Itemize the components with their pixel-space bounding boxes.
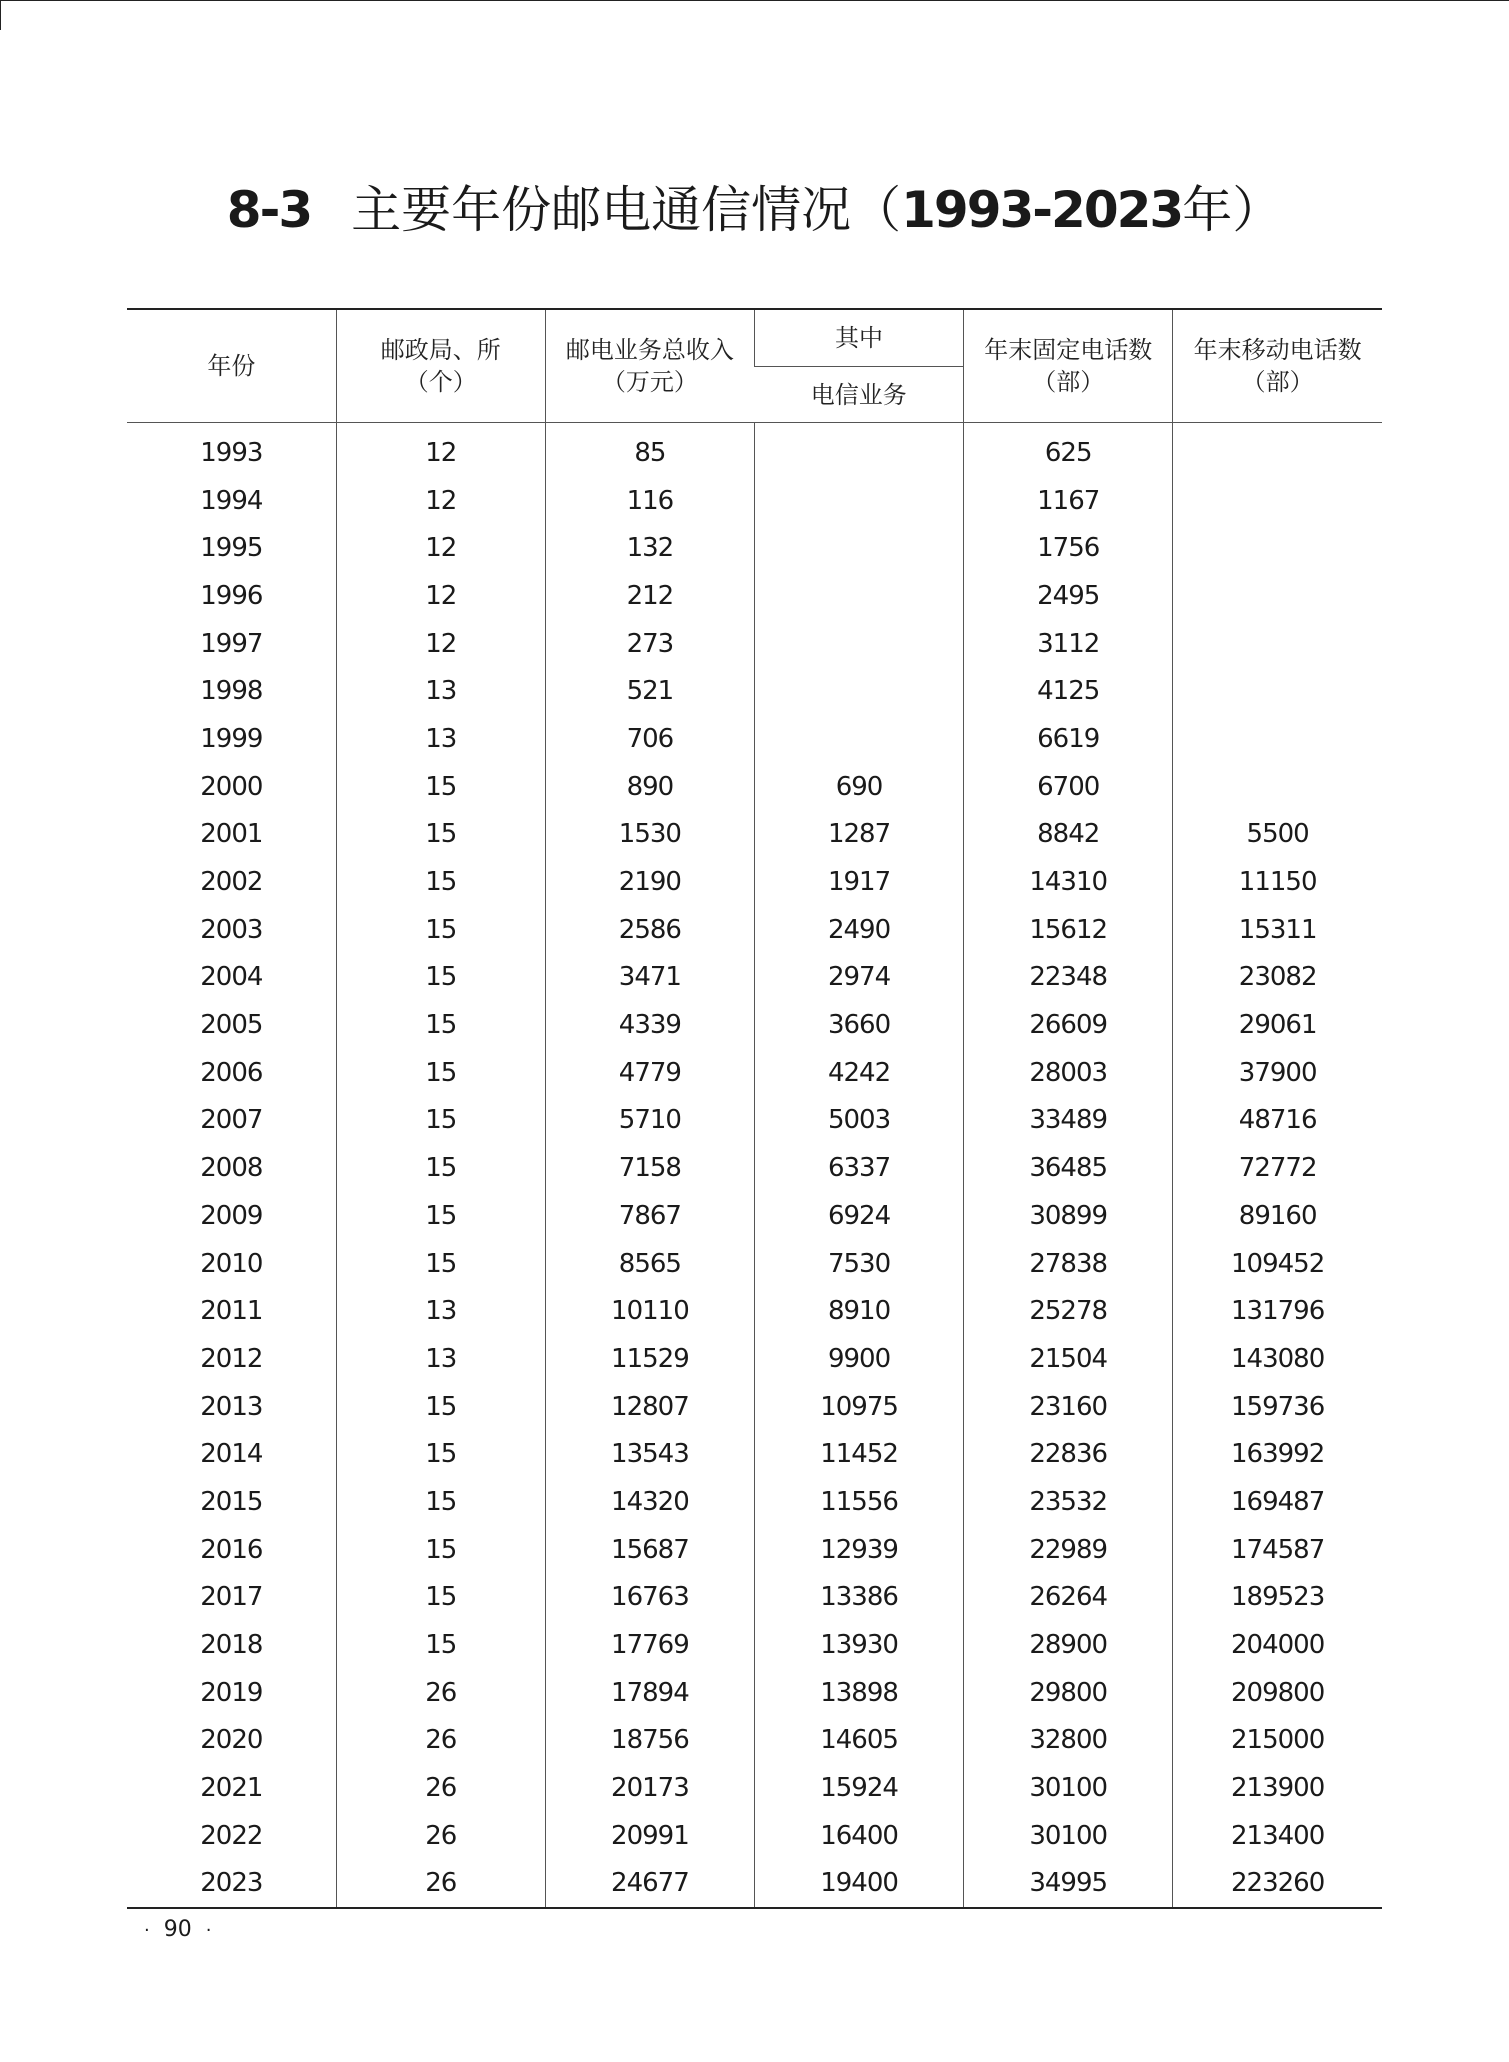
table-row — [127, 1001, 1382, 1049]
cell-year: 2013 — [200, 1391, 263, 1422]
table-row — [127, 954, 1382, 1002]
cell-year: 2012 — [200, 1343, 263, 1374]
cell-fixed-phones: 36485 — [964, 1144, 1173, 1192]
cell-mobile-phones: 15311 — [1173, 906, 1382, 954]
cell-total-revenue: 16763 — [545, 1574, 754, 1622]
cell-post-offices: 13 — [336, 1287, 545, 1335]
cell-mobile-phones: 223260 — [1173, 1860, 1382, 1909]
cell-post-offices: 15 — [336, 1192, 545, 1240]
cell-total-revenue: 10110 — [545, 1287, 754, 1335]
cell-total-revenue: 706 — [545, 715, 754, 763]
table-row — [127, 1335, 1382, 1383]
cell-mobile-phones: 72772 — [1173, 1144, 1382, 1192]
cell-post-offices: 26 — [336, 1669, 545, 1717]
cell-total-revenue: 17894 — [545, 1669, 754, 1717]
header-year: 年份 — [127, 309, 336, 423]
cell-mobile-phones: 11150 — [1173, 858, 1382, 906]
table-row — [127, 1430, 1382, 1478]
cell-year: 2003 — [200, 914, 263, 945]
cell-post-offices: 12 — [336, 423, 545, 477]
cell-post-offices: 12 — [336, 524, 545, 572]
cell-fixed-phones: 4125 — [964, 667, 1173, 715]
cell-post-offices: 15 — [336, 1383, 545, 1431]
cell-post-offices: 15 — [336, 858, 545, 906]
cell-fixed-phones: 27838 — [964, 1240, 1173, 1288]
table-row — [127, 1621, 1382, 1669]
cell-fixed-phones: 29800 — [964, 1669, 1173, 1717]
cell-year: 2015 — [200, 1486, 263, 1517]
cell-total-revenue: 14320 — [545, 1478, 754, 1526]
cell-year: 2005 — [200, 1010, 263, 1041]
table-row — [127, 667, 1382, 715]
table-body — [127, 423, 1382, 1909]
cell-telecom-business: 19400 — [754, 1860, 963, 1909]
cell-mobile-phones: 109452 — [1173, 1240, 1382, 1288]
cell-year: 2022 — [200, 1820, 263, 1851]
table-row — [127, 524, 1382, 572]
cell-year: 2021 — [200, 1773, 263, 1804]
cell-mobile-phones: 189523 — [1173, 1574, 1382, 1622]
cell-total-revenue: 212 — [545, 572, 754, 620]
cell-mobile-phones: 23082 — [1173, 954, 1382, 1002]
cell-year: 2002 — [200, 867, 263, 898]
cell-year: 2008 — [200, 1153, 263, 1184]
cell-telecom-business: 2974 — [754, 954, 963, 1002]
cell-year: 1993 — [200, 437, 263, 468]
cell-post-offices: 12 — [336, 477, 545, 525]
page-top-border — [0, 0, 1509, 1]
cell-year: 1996 — [200, 580, 263, 611]
cell-telecom-business — [754, 524, 963, 572]
cell-fixed-phones: 30899 — [964, 1192, 1173, 1240]
cell-mobile-phones: 159736 — [1173, 1383, 1382, 1431]
cell-telecom-business: 5003 — [754, 1097, 963, 1145]
table-row — [127, 1860, 1382, 1909]
cell-mobile-phones — [1173, 477, 1382, 525]
cell-post-offices: 15 — [336, 1097, 545, 1145]
cell-fixed-phones: 26609 — [964, 1001, 1173, 1049]
cell-post-offices: 15 — [336, 1430, 545, 1478]
cell-total-revenue: 890 — [545, 763, 754, 811]
cell-mobile-phones — [1173, 572, 1382, 620]
cell-fixed-phones: 1167 — [964, 477, 1173, 525]
footer-dot-right: · — [205, 1920, 212, 1941]
table-row — [127, 1717, 1382, 1765]
cell-fixed-phones: 3112 — [964, 620, 1173, 668]
cell-year: 1999 — [200, 723, 263, 754]
table-row — [127, 1764, 1382, 1812]
cell-year: 2000 — [200, 771, 263, 802]
cell-mobile-phones — [1173, 524, 1382, 572]
cell-telecom-business: 11452 — [754, 1430, 963, 1478]
header-mobile-phones: 年末移动电话数 （部） — [1173, 309, 1382, 423]
page-footer — [130, 1917, 225, 1942]
cell-year: 2023 — [200, 1868, 263, 1899]
cell-total-revenue: 11529 — [545, 1335, 754, 1383]
cell-telecom-business: 6337 — [754, 1144, 963, 1192]
cell-telecom-business: 16400 — [754, 1812, 963, 1860]
cell-mobile-phones: 163992 — [1173, 1430, 1382, 1478]
cell-mobile-phones: 131796 — [1173, 1287, 1382, 1335]
cell-mobile-phones: 5500 — [1173, 811, 1382, 859]
cell-total-revenue: 273 — [545, 620, 754, 668]
cell-total-revenue: 85 — [545, 423, 754, 477]
cell-fixed-phones: 32800 — [964, 1717, 1173, 1765]
cell-telecom-business — [754, 423, 963, 477]
cell-year: 1995 — [200, 533, 263, 564]
cell-year: 2016 — [200, 1534, 263, 1565]
table-row — [127, 1097, 1382, 1145]
table-row — [127, 1287, 1382, 1335]
cell-telecom-business: 690 — [754, 763, 963, 811]
table-row — [127, 572, 1382, 620]
cell-mobile-phones: 213900 — [1173, 1764, 1382, 1812]
cell-telecom-business: 7530 — [754, 1240, 963, 1288]
cell-post-offices: 15 — [336, 1144, 545, 1192]
cell-telecom-business: 6924 — [754, 1192, 963, 1240]
cell-telecom-business: 13930 — [754, 1621, 963, 1669]
cell-total-revenue: 15687 — [545, 1526, 754, 1574]
cell-post-offices: 26 — [336, 1860, 545, 1909]
cell-mobile-phones — [1173, 763, 1382, 811]
cell-telecom-business: 1917 — [754, 858, 963, 906]
cell-year: 1998 — [200, 676, 263, 707]
cell-post-offices: 15 — [336, 954, 545, 1002]
cell-telecom-business: 15924 — [754, 1764, 963, 1812]
cell-post-offices: 15 — [336, 1240, 545, 1288]
cell-year: 2017 — [200, 1582, 263, 1613]
cell-mobile-phones: 37900 — [1173, 1049, 1382, 1097]
cell-fixed-phones: 30100 — [964, 1812, 1173, 1860]
cell-fixed-phones: 22989 — [964, 1526, 1173, 1574]
cell-year: 2007 — [200, 1105, 263, 1136]
table-row — [127, 1526, 1382, 1574]
cell-total-revenue: 2190 — [545, 858, 754, 906]
cell-telecom-business: 13386 — [754, 1574, 963, 1622]
cell-total-revenue: 5710 — [545, 1097, 754, 1145]
footer-dot-left: · — [144, 1920, 150, 1941]
cell-post-offices: 15 — [336, 1049, 545, 1097]
cell-total-revenue: 4339 — [545, 1001, 754, 1049]
cell-post-offices: 12 — [336, 572, 545, 620]
cell-mobile-phones — [1173, 715, 1382, 763]
cell-total-revenue: 17769 — [545, 1621, 754, 1669]
table-row — [127, 1574, 1382, 1622]
table-row — [127, 1049, 1382, 1097]
cell-fixed-phones: 26264 — [964, 1574, 1173, 1622]
cell-post-offices: 26 — [336, 1717, 545, 1765]
title-suffix: 年） — [1182, 181, 1283, 239]
cell-post-offices: 15 — [336, 1574, 545, 1622]
cell-fixed-phones: 2495 — [964, 572, 1173, 620]
cell-fixed-phones: 23160 — [964, 1383, 1173, 1431]
page-left-border-mark — [0, 0, 1, 30]
cell-mobile-phones: 48716 — [1173, 1097, 1382, 1145]
telecom-statistics-table — [127, 308, 1382, 1909]
cell-fixed-phones: 15612 — [964, 906, 1173, 954]
cell-fixed-phones: 30100 — [964, 1764, 1173, 1812]
cell-post-offices: 12 — [336, 620, 545, 668]
header-fixed-phones: 年末固定电话数 （部） — [964, 309, 1173, 423]
cell-total-revenue: 7158 — [545, 1144, 754, 1192]
cell-mobile-phones — [1173, 423, 1382, 477]
cell-total-revenue: 3471 — [545, 954, 754, 1002]
cell-total-revenue: 20991 — [545, 1812, 754, 1860]
table-row — [127, 715, 1382, 763]
cell-post-offices: 15 — [336, 906, 545, 954]
table-row — [127, 858, 1382, 906]
cell-mobile-phones: 213400 — [1173, 1812, 1382, 1860]
table-row — [127, 811, 1382, 859]
cell-total-revenue: 24677 — [545, 1860, 754, 1909]
cell-mobile-phones: 89160 — [1173, 1192, 1382, 1240]
cell-telecom-business: 1287 — [754, 811, 963, 859]
cell-post-offices: 13 — [336, 715, 545, 763]
table-row — [127, 906, 1382, 954]
cell-post-offices: 15 — [336, 1001, 545, 1049]
cell-fixed-phones: 22836 — [964, 1430, 1173, 1478]
cell-year: 2020 — [200, 1725, 263, 1756]
header-telecom-business: 电信业务 — [754, 367, 963, 423]
cell-total-revenue: 18756 — [545, 1717, 754, 1765]
cell-telecom-business: 9900 — [754, 1335, 963, 1383]
cell-telecom-business — [754, 667, 963, 715]
cell-telecom-business: 11556 — [754, 1478, 963, 1526]
cell-mobile-phones: 204000 — [1173, 1621, 1382, 1669]
cell-fixed-phones: 8842 — [964, 811, 1173, 859]
cell-mobile-phones: 29061 — [1173, 1001, 1382, 1049]
cell-post-offices: 13 — [336, 667, 545, 715]
table-row — [127, 1240, 1382, 1288]
cell-telecom-business — [754, 477, 963, 525]
cell-total-revenue: 521 — [545, 667, 754, 715]
cell-fixed-phones: 625 — [964, 423, 1173, 477]
header-post-offices: 邮政局、所 （个） — [336, 309, 545, 423]
cell-total-revenue: 132 — [545, 524, 754, 572]
cell-year: 2014 — [200, 1439, 263, 1470]
header-of-which: 其中 — [754, 309, 963, 367]
cell-fixed-phones: 25278 — [964, 1287, 1173, 1335]
header-total-revenue: 邮电业务总收入 （万元） — [545, 309, 754, 423]
cell-telecom-business: 14605 — [754, 1717, 963, 1765]
cell-telecom-business — [754, 572, 963, 620]
cell-year: 2004 — [200, 962, 263, 993]
cell-post-offices: 15 — [336, 1478, 545, 1526]
cell-total-revenue: 1530 — [545, 811, 754, 859]
title-text: 主要年份邮电通信情况（ — [351, 181, 902, 239]
cell-fixed-phones: 6700 — [964, 763, 1173, 811]
cell-year: 2001 — [200, 819, 263, 850]
cell-post-offices: 26 — [336, 1764, 545, 1812]
table-row — [127, 1478, 1382, 1526]
cell-fixed-phones: 21504 — [964, 1335, 1173, 1383]
cell-year: 1997 — [200, 628, 263, 659]
page-number: 90 — [163, 1917, 192, 1942]
table-row — [127, 1192, 1382, 1240]
cell-telecom-business: 12939 — [754, 1526, 963, 1574]
cell-post-offices: 15 — [336, 763, 545, 811]
cell-telecom-business: 8910 — [754, 1287, 963, 1335]
table-row — [127, 423, 1382, 477]
cell-year: 2009 — [200, 1200, 263, 1231]
cell-fixed-phones: 34995 — [964, 1860, 1173, 1909]
cell-total-revenue: 20173 — [545, 1764, 754, 1812]
cell-telecom-business: 13898 — [754, 1669, 963, 1717]
table-row — [127, 620, 1382, 668]
table-number: 8-3 — [226, 181, 312, 239]
cell-year: 1994 — [200, 485, 263, 516]
cell-fixed-phones: 6619 — [964, 715, 1173, 763]
cell-telecom-business: 3660 — [754, 1001, 963, 1049]
cell-post-offices: 13 — [336, 1335, 545, 1383]
cell-fixed-phones: 22348 — [964, 954, 1173, 1002]
cell-year: 2018 — [200, 1630, 263, 1661]
cell-post-offices: 15 — [336, 1621, 545, 1669]
cell-total-revenue: 7867 — [545, 1192, 754, 1240]
cell-year: 2010 — [200, 1248, 263, 1279]
cell-total-revenue: 116 — [545, 477, 754, 525]
table-row — [127, 763, 1382, 811]
cell-year: 2006 — [200, 1057, 263, 1088]
cell-post-offices: 26 — [336, 1812, 545, 1860]
cell-mobile-phones: 215000 — [1173, 1717, 1382, 1765]
cell-telecom-business — [754, 715, 963, 763]
cell-year: 2011 — [200, 1296, 263, 1327]
cell-total-revenue: 2586 — [545, 906, 754, 954]
cell-total-revenue: 13543 — [545, 1430, 754, 1478]
table-row — [127, 1669, 1382, 1717]
cell-year: 2019 — [200, 1677, 263, 1708]
cell-fixed-phones: 14310 — [964, 858, 1173, 906]
cell-mobile-phones: 169487 — [1173, 1478, 1382, 1526]
cell-fixed-phones: 33489 — [964, 1097, 1173, 1145]
cell-fixed-phones: 28900 — [964, 1621, 1173, 1669]
table-row — [127, 1812, 1382, 1860]
table-row — [127, 1383, 1382, 1431]
table-row — [127, 477, 1382, 525]
cell-fixed-phones: 1756 — [964, 524, 1173, 572]
cell-post-offices: 15 — [336, 811, 545, 859]
cell-mobile-phones: 209800 — [1173, 1669, 1382, 1717]
cell-post-offices: 15 — [336, 1526, 545, 1574]
cell-fixed-phones: 28003 — [964, 1049, 1173, 1097]
cell-mobile-phones: 174587 — [1173, 1526, 1382, 1574]
cell-fixed-phones: 23532 — [964, 1478, 1173, 1526]
cell-total-revenue: 8565 — [545, 1240, 754, 1288]
cell-total-revenue: 12807 — [545, 1383, 754, 1431]
cell-telecom-business: 2490 — [754, 906, 963, 954]
cell-telecom-business — [754, 620, 963, 668]
title-year-range: 1993-2023 — [901, 181, 1183, 239]
cell-mobile-phones — [1173, 620, 1382, 668]
cell-mobile-phones — [1173, 667, 1382, 715]
cell-total-revenue: 4779 — [545, 1049, 754, 1097]
page-title — [0, 180, 1509, 240]
table-row — [127, 1144, 1382, 1192]
cell-telecom-business: 4242 — [754, 1049, 963, 1097]
cell-telecom-business: 10975 — [754, 1383, 963, 1431]
cell-mobile-phones: 143080 — [1173, 1335, 1382, 1383]
